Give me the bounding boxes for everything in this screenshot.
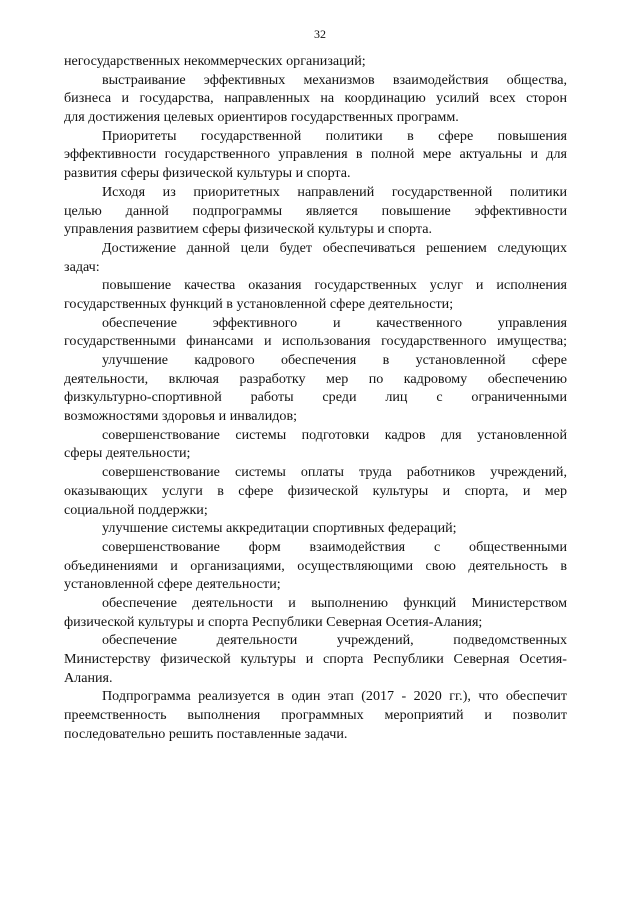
text-line: физической культуры и спорта Республики Северная Осетия-Алания; (64, 613, 483, 630)
text-line: совершенствование системы оплаты труда работников учреждений, (102, 464, 567, 481)
text-line: обеспечение деятельности и выполнению функций Министерством (102, 594, 567, 611)
text-line: развития сферы физической культуры и спорта. (64, 165, 351, 182)
text-line: Алания. (64, 669, 113, 686)
text-line: Приоритеты государственной политики в сфере повышения (102, 127, 567, 144)
text-line: оказывающих услуги в сфере физической культуры и спорта, и мер (64, 482, 567, 499)
text-line: негосударственных некоммерческих организаций; (64, 53, 366, 69)
text-line: государственных функций в установленной сфере деятельности; (64, 295, 454, 312)
text-line: совершенствование форм взаимодействия с общественными (102, 538, 567, 555)
text-line: улучшение кадрового обеспечения в установленной сфере (102, 352, 567, 368)
text-line: преемственность выполнения программных мероприятий и позволит (64, 707, 567, 724)
text-line: бизнеса и государства, направленных на координацию усилий всех сторон (64, 90, 567, 107)
text-line: Министерству физической культуры и спорта Республики Северная Осетия- (64, 651, 567, 667)
text-line: обеспечение эффективного и качественного управления (102, 314, 567, 331)
body-text (64, 52, 567, 743)
text-line: социальной поддержки; (64, 501, 208, 518)
page-number: 32 (314, 27, 326, 41)
text-line: совершенствование системы подготовки кадров для установленной (102, 426, 567, 443)
text-line: целью данной подпрограммы является повышение эффективности (64, 202, 567, 219)
text-line: объединениями и организациями, осуществляющими свою деятельность в (64, 557, 567, 574)
text-line: Исходя из приоритетных направлений государственной политики (102, 183, 567, 200)
text-line: Подпрограмма реализуется в один этап (2017 - 2020 гг.), что обеспечит (102, 688, 567, 705)
text-line: сферы деятельности; (64, 445, 191, 462)
text-line: деятельности, включая разработку мер по кадровому обеспечению (64, 370, 567, 387)
text-line: Достижение данной цели будет обеспечиваться решением следующих (102, 239, 567, 256)
text-line: повышение качества оказания государственных услуг и исполнения (102, 277, 567, 294)
text-line: задач: (64, 258, 100, 275)
text-line: последовательно решить поставленные задачи. (64, 725, 348, 742)
text-line: установленной сфере деятельности; (64, 576, 281, 593)
text-line: государственными финансами и использования государственного имущества; (64, 333, 567, 350)
text-line: управления развитием сферы физической культуры и спорта. (64, 221, 432, 238)
text-line: эффективности государственного управления в полной мере актуальны и для (64, 146, 567, 163)
text-line: физкультурно-спортивной работы среди лиц с ограниченными (64, 389, 567, 406)
text-line: для достижения целевых ориентиров государственных программ. (64, 109, 459, 126)
text-line: улучшение системы аккредитации спортивных федераций; (102, 520, 457, 537)
text-line: возможностями здоровья и инвалидов; (64, 408, 298, 425)
text-line: выстраивание эффективных механизмов взаимодействия общества, (102, 71, 567, 88)
text-line: обеспечение деятельности учреждений, подведомственных (102, 632, 567, 649)
